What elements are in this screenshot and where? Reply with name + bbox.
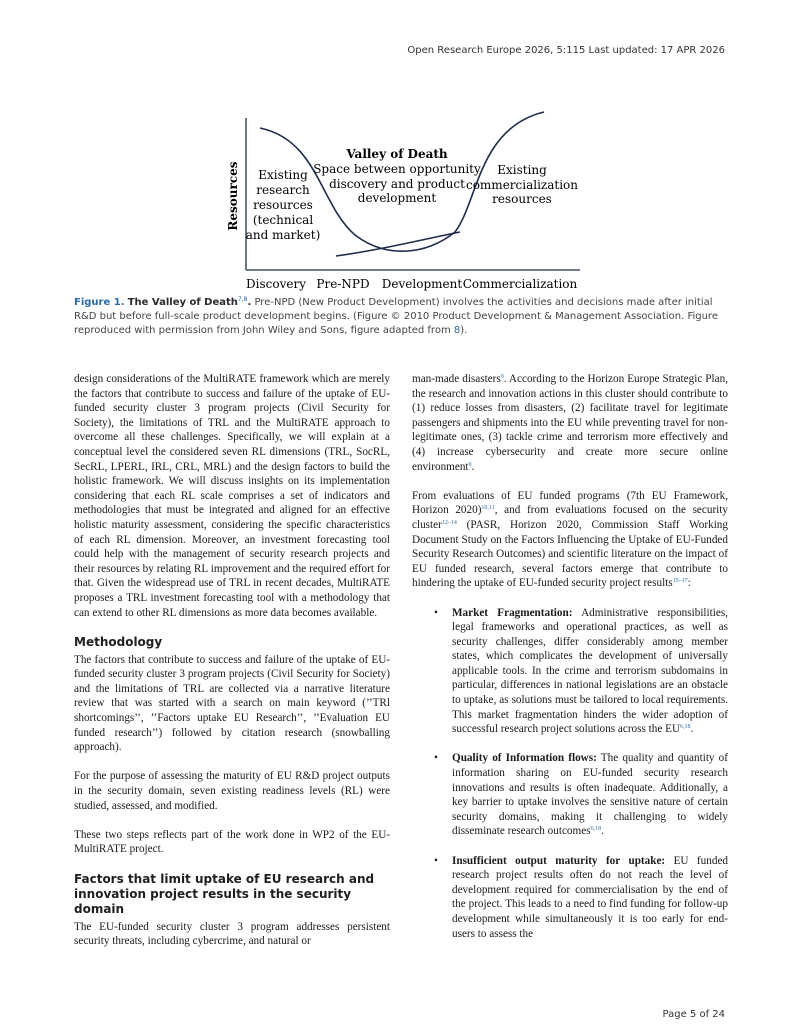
intro-paragraph: design considerations of the MultiRATE framework which are merely the factors that contribute to success and failure of the uptake of EU-funded security cluster 3 program projects (Civil Security for Society), the limitations of TRL and the MultiRATE approach to overcome all these challenges. Specifically, we will explain at a conceptual level the considered seven RL dimensions (TRL, SocRL, SecRL, LPERL, IRL, CRL, MRL) and the design factors to build the holistic framework. We will discuss insights on its implementation considering that each RL scale comprises a set of indicators and methodologies that must be integrated and aligned for an effective holistic maturity assessment, considering the specific characteristics of each RL dimension. Moreover, an investment forecasting tool could help with the management of security research projects and their resources by relating RL improvement and the required effort for that. Given the widespread use of TRL in recent decades, MultiRATE proposes a TRL investment forecasting tool with a methodology that can extend to other RL dimensions as more data becomes available. [74,373,390,619]
bullet-title: Quality of Information flows: [452,752,597,765]
figure-label: Figure 1. [74,297,125,308]
citation-link[interactable]: 9 [468,461,472,468]
figure-title-citation[interactable]: 7,8 [237,296,248,303]
figure-caption: Figure 1. The Valley of Death$^{7,8}$. Pre-NPD (New Product Development) involves the activities and decisions made after initial R&D but before full-scale product development begins. (Figure © 2010 Product Development & Management Association. Figure reproduced with permission from John Wiley and Sons, figure adapted from 8). [74,296,718,336]
citation-link[interactable]: 10,11 [481,505,495,512]
valley-of-death-title: Valley of Death [346,147,448,161]
citation-link[interactable]: 12–14 [441,519,457,526]
caption-body: Pre-NPD (New Product Development) involves the activities and decisions made after initial R&D but before full-scale product development begins. (Figure © 2010 Product Development & Management Association. Figure reproduced with permission from John Wiley and Sons, figure adapted from [74,297,718,336]
horizon-paragraph: man-made disasters$^9$. According to the Horizon Europe Strategic Plan, the research and innovation actions in this cluster should contribute to (1) reduce losses from disasters, (2) facilitate travel for legitimate passengers and shipments into the EU while preventing travel for non-legitimate ones, (3) tackle crime and terrorism more effectively and (4) increase cybersecurity and create more secure online environment$^9$. [412,373,728,473]
methodology-paragraph-2: For the purpose of assessing the maturity of EU R&D project outputs in the security domain, seven existing readiness levels (RL) were studied, assessed, and modified. [74,770,390,812]
citation-link[interactable]: 6,18 [590,826,602,833]
x-label-commercialization: Commercialization [462,277,578,291]
x-label-pre-npd: Pre-NPD [316,277,370,291]
factors-heading: Factors that limit uptake of EU research and innovation project results in the security domain [74,871,375,916]
bullet-title: Market Fragmentation: [452,606,573,619]
citation-link[interactable]: 15–17 [672,578,688,585]
factors-paragraph: The EU-funded security cluster 3 program addresses persistent security threats, including cybercrime, and natural or [74,920,390,948]
x-label-development: Development [381,277,463,291]
existing-research-label-line3: resources [253,198,313,212]
existing-research-label-line1: Existing [258,168,308,182]
list-item: • Insufficient output maturity for uptake: EU funded research project results often do not reach the level of development required for commercialisation by the end of the project. This leads to a need to find funding for follow-up development while simultaneously it is too early for end-users to assess the [412,854,728,942]
y-axis-label: Resources [226,161,240,231]
existing-research-label-line5: and market) [245,228,321,242]
methodology-paragraph-3: These two steps reflects part of the work done in WP2 of the EU-MultiRATE project. [74,828,390,856]
existing-commercialization-label-line3: resources [492,192,552,206]
bullet-title: Insufficient output maturity for uptake: [452,854,666,867]
left-column [74,372,390,949]
right-column [412,372,728,956]
journal-header: Open Research Europe 2026, 5:115 Last updated: 17 APR 2026 [407,45,725,56]
valley-description-line3: development [357,191,437,205]
citation-link[interactable]: 6,18 [680,724,691,731]
existing-research-label-line2: research [256,183,310,197]
x-label-discovery: Discovery [246,277,306,291]
existing-research-label-line4: (technical [252,213,314,227]
page-number: Page 5 of 24 [662,1009,725,1020]
valley-of-death-figure [0,0,800,300]
list-item: • Quality of Information flows: The quality and quantity of information sharing on EU-funded security research innovations and results is often inadequate. Additionally, a key barrier to uptake involves the sensitive nature of certain security domains, making it challenging to widely disseminate research outcomes$^{6,18}$. [412,751,728,839]
existing-commercialization-label-line1: Existing [497,163,547,177]
valley-description-line1: Space between opportunity [313,162,481,176]
valley-description-line2: discovery and product [329,177,465,191]
citation-link[interactable]: 9 [500,374,504,380]
methodology-heading: Methodology [74,634,163,649]
figure-title: The Valley of Death [127,297,238,308]
factors-list [412,606,728,942]
list-item: • Market Fragmentation: Administrative responsibilities, legal frameworks and operational practices, as well as security challenges, differ considerably among member states, which complicates the development of universally applicable tools. In the crime and terrorism subdomains in particular, differences in national legislations are an obstacle to uptake, as solutions must be tailored to local requirements. This market fragmentation hinders the wider adoption of successful research project solutions across the EU$^{6,18}$. [412,606,728,737]
methodology-paragraph-1: The factors that contribute to success and failure of the uptake of EU-funded security cluster 3 program projects (Civil Security for Society) and the limitations of TRL are collected via a narrative literature review that was started with a search on main keyword (’’TRl shortcomings’’, ’’Factors uptake EU Research’’, ’’Evaluation EU funded research’’) followed by citation research (snowballing approach). [74,653,390,754]
existing-commercialization-label-line2: commercialization [465,178,579,192]
caption-citation-link[interactable]: 8 [453,325,461,336]
evaluations-paragraph: From evaluations of EU funded programs (7th EU Framework, Horizon 2020)$^{10,11}$, and from evaluations focused on the security cluster$^{12-14}$ (PASR, Horizon 2020, Commission Staff Working Document Study on the Factors Influencing the Uptake of EU-Funded Security Research Outcomes) and scientific literature on the impact of EU funded research, several factors emerge that contribute to hindering the uptake of EU-funded security project results$^{15-17}$: [412,489,728,590]
